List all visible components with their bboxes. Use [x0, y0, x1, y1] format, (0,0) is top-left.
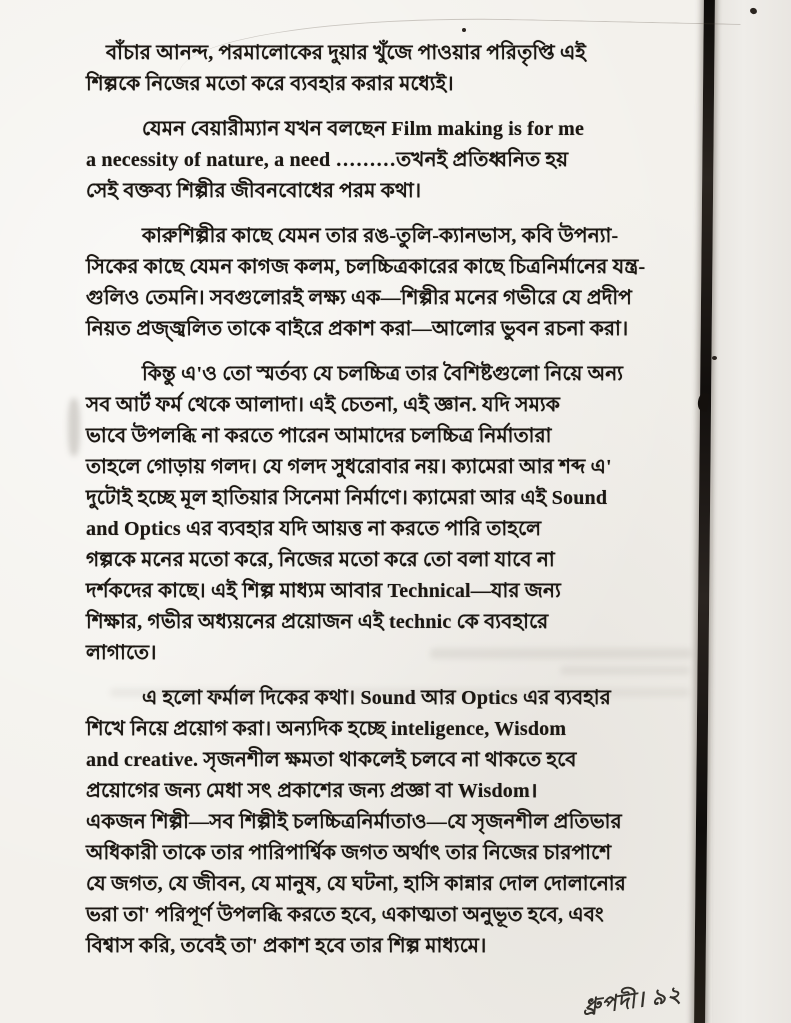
text-line: কারুশিল্পীর কাছে যেমন তার রঙ-তুলি-ক্যানভাস, কবি উপন্যা-: [142, 225, 619, 247]
text-line: সব আর্ট ফর্ম থেকে আলাদা। এই চেতনা, এই জ্ঞান. যদি সম্যক: [86, 394, 561, 416]
text-line: শিল্পকে নিজের মতো করে ব্যবহার করার মধ্যেই।: [86, 73, 454, 95]
text-line: শিখে নিয়ে প্রয়োগ করা। অন্যদিক হচ্ছে inteligence, Wisdom: [86, 718, 567, 740]
paragraph: [86, 683, 710, 962]
paragraph: [86, 114, 710, 207]
text-line: প্রয়োগের জন্য মেধা সৎ প্রকাশের জন্য প্রজ্ঞা বা Wisdom।: [86, 780, 538, 802]
page-footer-label: ধ্রুপদী। ৯২: [580, 981, 684, 1020]
text-line: যে জগত, যে জীবন, যে মানুষ, যে ঘটনা, হাসি কান্নার দোল দোলানোর: [86, 873, 626, 895]
text-line: একজন শিল্পী—সব শিল্পীই চলচ্চিত্রনির্মাতাও—যে সৃজনশীল প্রতিভার: [86, 811, 622, 833]
paragraph: [86, 38, 710, 100]
ink-speck: [462, 28, 466, 32]
paragraph: [86, 359, 710, 669]
text-line: যেমন বেয়ারীম্যান যখন বলছেন Film making is for me: [142, 118, 585, 140]
text-line: সেই বক্তব্য শিল্পীর জীবনবোধের পরম কথা।: [86, 180, 422, 202]
text-line: শিক্ষার, গভীর অধ্যয়নের প্রয়োজন এই technic কে ব্যবহারে: [86, 611, 549, 633]
text-line: বিশ্বাস করি, তবেই তা' প্রকাশ হবে তার শিল্প মাধ্যমে।: [86, 935, 487, 957]
text-line: লাগাতে।: [86, 642, 157, 664]
text-line: and Optics এর ব্যবহার যদি আয়ত্ত না করতে পারি তাহলে: [86, 518, 542, 540]
text-line: a necessity of nature, a need ………তখনই প্রতিধ্বনিত হয়: [86, 149, 569, 171]
text-line: সিকের কাছে যেমন কাগজ কলম, চলচ্চিত্রকারের কাছে চিত্রনির্মানের যন্ত্র-: [86, 256, 646, 278]
text-line: গল্পকে মনের মতো করে, নিজের মতো করে তো বলা যাবে না: [86, 549, 555, 571]
text-line: তাহলে গোড়ায় গলদ। যে গলদ সুধরোবার নয়। ক্যামেরা আর শব্দ এ': [86, 456, 612, 478]
text-line: এ হলো ফর্মাল দিকের কথা। Sound আর Optics এর ব্যবহার: [142, 687, 612, 709]
text-line: দর্শকদের কাছে। এই শিল্প মাধ্যম আবার Technical—যার জন্য: [86, 580, 561, 602]
text-line: নিয়ত প্রজ্জ্বলিত তাকে বাইরে প্রকাশ করা—আলোর ভুবন রচনা করা।: [86, 318, 629, 340]
text-line: অধিকারী তাকে তার পারিপার্শ্বিক জগত অর্থাৎ তার নিজের চারপাশে: [86, 842, 612, 864]
text-line: and creative. সৃজনশীল ক্ষমতা থাকলেই চলবে না থাকতে হবে: [86, 749, 577, 771]
text-line: বাঁচার আনন্দ, পরমালোকের দুয়ার খুঁজে পাওয়ার পরিতৃপ্তি এই: [106, 42, 587, 64]
ink-speck: [712, 356, 717, 360]
text-line: ভরা তা' পরিপূর্ণ উপলব্ধি করতে হবে, একাত্মতা অনুভূত হবে, এবং: [86, 904, 604, 926]
scanner-background-strip: [712, 0, 791, 1023]
scan-smudge: [68, 398, 80, 456]
text-line: গুলিও তেমনি। সবগুলোরই লক্ষ্য এক—শিল্পীর মনের গভীরে যে প্রদীপ: [86, 287, 633, 309]
page-text-block: [86, 38, 710, 976]
text-line: দুটোই হচ্ছে মূল হাতিয়ার সিনেমা নির্মাণে। ক্যামেরা আর এই Sound: [86, 487, 608, 509]
paragraph: [86, 221, 710, 345]
text-line: ভাবে উপলব্ধি না করতে পারেন আমাদের চলচ্চিত্র নির্মাতারা: [86, 425, 552, 447]
text-line: কিন্তু এ'ও তো স্মর্তব্য যে চলচ্চিত্র তার বৈশিষ্টগুলো নিয়ে অন্য: [142, 363, 624, 385]
